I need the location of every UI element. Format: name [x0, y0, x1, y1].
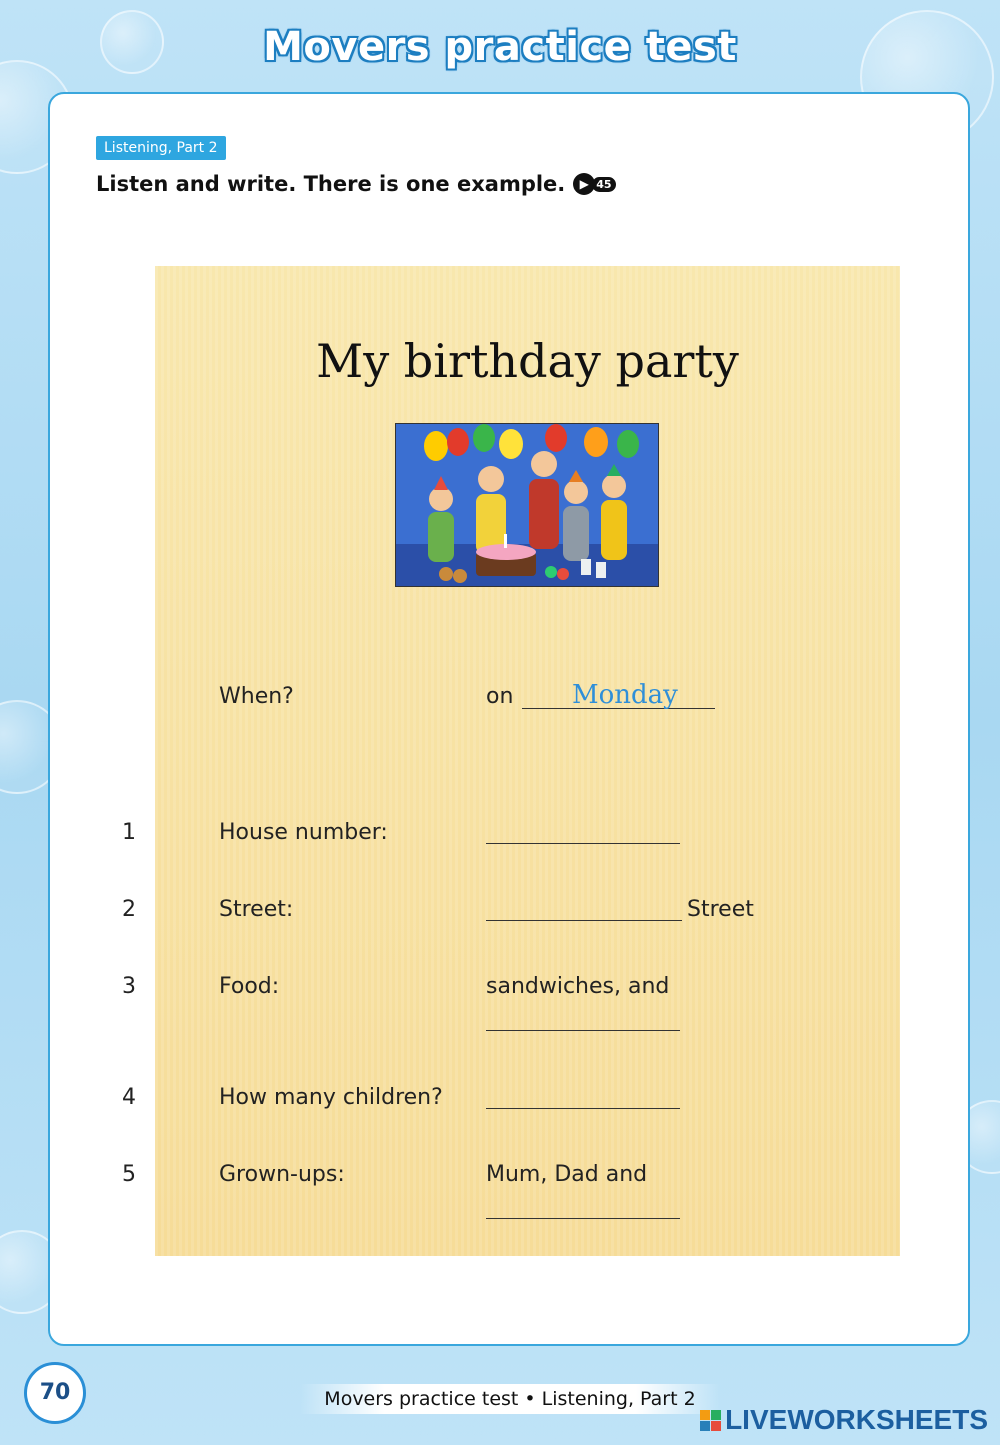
- question-number: 1: [122, 820, 136, 845]
- example-label: When?: [219, 684, 294, 709]
- answer-input-4[interactable]: [486, 1108, 680, 1109]
- liveworksheets-icon: [700, 1410, 721, 1431]
- instruction-text: Listen and write. There is one example.: [96, 172, 566, 196]
- audio-speaker-icon[interactable]: ▶ 45: [573, 173, 615, 195]
- instruction: [96, 172, 616, 196]
- audio-track-number: 45: [592, 177, 615, 192]
- question-label: House number:: [219, 820, 388, 845]
- question-prefix: Mum, Dad and: [486, 1162, 648, 1187]
- example-answer: Monday: [572, 680, 678, 710]
- page-number: 70: [24, 1362, 86, 1424]
- answer-input-5[interactable]: [486, 1218, 680, 1219]
- question-label: How many children?: [219, 1085, 443, 1110]
- answer-input-2[interactable]: [486, 920, 682, 921]
- question-prefix: sandwiches, and: [486, 974, 670, 999]
- answer-input-1[interactable]: [486, 843, 680, 844]
- question-label: Grown-ups:: [219, 1162, 345, 1187]
- question-number: 5: [122, 1162, 136, 1187]
- worksheet-title: My birthday party: [316, 334, 739, 388]
- party-illustration: [395, 423, 659, 587]
- brand-logo: [700, 1404, 988, 1436]
- question-number: 4: [122, 1085, 136, 1110]
- footer-text: Movers practice test • Listening, Part 2: [300, 1384, 720, 1414]
- question-label: Street:: [219, 897, 294, 922]
- page-title: Movers practice test: [263, 24, 737, 70]
- question-label: Food:: [219, 974, 280, 999]
- brand-name: LIVEWORKSHEETS: [725, 1404, 988, 1435]
- section-tag: Listening, Part 2: [96, 136, 226, 160]
- example-prefix: on: [486, 684, 514, 709]
- question-suffix: Street: [687, 897, 754, 922]
- answer-input-3[interactable]: [486, 1030, 680, 1031]
- question-number: 3: [122, 974, 136, 999]
- question-number: 2: [122, 897, 136, 922]
